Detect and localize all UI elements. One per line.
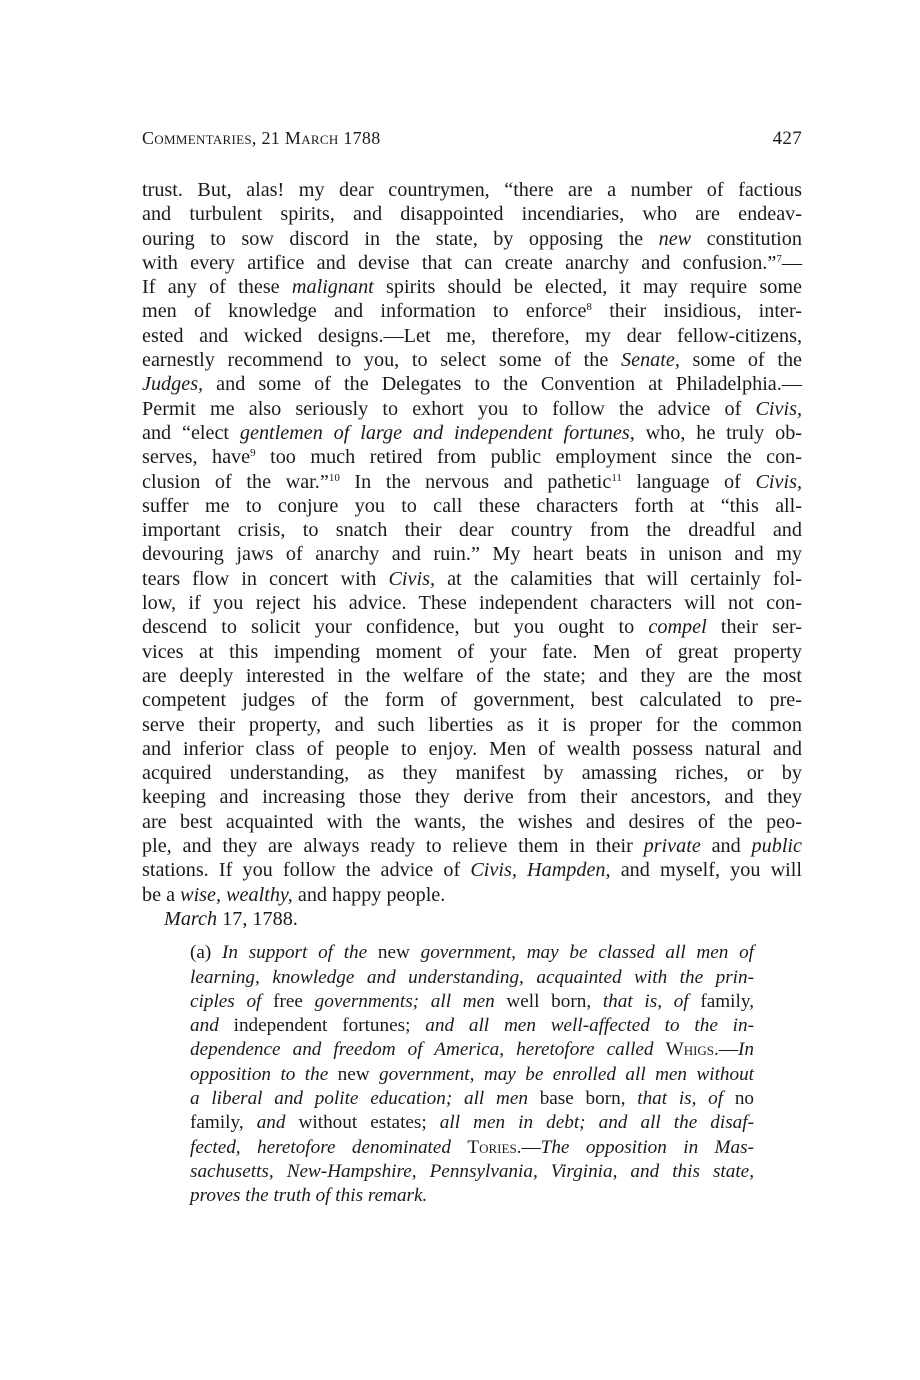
text-segment: — [718,1039,739,1061]
text-segment: their insidious, inter- [591,300,802,323]
italic-text: gentlemen of large and independent fortunes, [239,421,635,444]
italic-text: The opposition in Mas- [540,1136,754,1158]
text-segment: their ser- [706,616,802,639]
body-line [142,275,802,299]
italic-text: private [643,835,701,858]
italic-text: and [256,1112,286,1134]
body-line [142,810,802,834]
italic-text: compel [648,616,707,639]
body-line [142,615,802,639]
note-line [190,1087,754,1111]
text-segment: descend to solicit your confidence, but you ought to [142,616,649,639]
text-segment: at the calamities that will certainly fol- [435,567,802,590]
dateline-block [142,907,802,931]
note-line [190,1038,754,1062]
text-segment: and some of the Delegates to the Convention at Philadelphia.— [203,373,802,396]
italic-text: that is, of [602,990,689,1012]
text-segment: (a) [190,942,223,964]
text-segment: independent fortunes; [218,1015,426,1037]
italic-text: that is, of [637,1087,724,1109]
text-segment: and inferior class of people to enjoy. Men of wealth possess natural and [142,737,802,760]
body-line [142,251,802,275]
italic-text: In support of the [222,942,368,964]
body-line [142,640,802,664]
body-line [142,591,802,615]
body-line [142,348,802,372]
italic-text: malignant [291,276,374,299]
body-line [142,761,802,785]
italic-text: March [164,907,218,930]
text-segment: trust. But, alas! my dear countrymen, “there are a number of factious [142,179,802,201]
text-segment: new [328,1063,380,1085]
page-number: 427 [772,128,802,149]
text-segment: be a [142,883,181,906]
text-segment: In the nervous and pathetic [339,470,612,493]
text-segment: and [700,835,752,858]
text-segment: with every artifice and devise that can create anarchy and confusion.” [142,251,777,274]
text-segment: stations. If you follow the advice of [142,859,471,882]
italic-text: sachusetts, New-Hampshire, Pennsylvania, Virginia, and this state, [190,1160,754,1182]
italic-text: and all men well-affected to the in- [425,1015,754,1037]
text-segment: constitution [691,227,802,250]
body-line [142,785,802,809]
text-segment: free [261,990,315,1012]
body-line [142,858,802,882]
body-line [142,299,802,323]
text-segment [451,1137,467,1158]
body-line [142,324,802,348]
italic-text: government, may be classed all men of [420,942,754,964]
text-segment: language of [621,470,756,493]
italic-text: Judges, [142,373,204,396]
note-line [190,1136,754,1160]
text-segment: — [521,1136,541,1158]
body-line [142,372,802,396]
text-segment: spirits should be elected, it may require some [373,276,802,299]
note-line [190,1063,754,1087]
note-line [190,1184,754,1208]
italic-text: all men in debt; and all the disaf- [439,1112,754,1134]
text-segment: devouring jaws of anarchy and ruin.” My heart beats in unison and my [142,543,802,566]
text-segment: important crisis, to snatch their dear country from the dreadful and [142,519,802,542]
body-line [142,664,802,688]
text-segment: family, [190,1112,257,1134]
text-segment: who, he truly ob- [634,421,803,444]
text-segment: tears flow in concert with [142,567,389,590]
text-segment: and myself, you will [610,859,802,882]
text-segment: 17, 1788. [217,907,298,930]
text-segment: ouring to sow discord in the state, by opposing the [142,227,659,250]
body-line [142,883,802,907]
body-line [142,421,802,445]
body-line [142,178,802,202]
text-segment: serves, have [142,446,251,469]
text-segment [654,1039,666,1060]
italic-text: In [738,1039,754,1061]
footnote-a [142,941,802,1208]
text-segment: and happy people. [292,883,446,906]
text-segment: Whigs. [665,1039,719,1061]
text-segment: and turbulent spirits, and disappointed incendiaries, who are endeav- [142,203,802,226]
body-line [142,737,802,761]
body-line [142,397,802,421]
body-line [142,542,802,566]
italic-text: new [658,227,692,250]
italic-text: public [751,835,802,858]
text-segment: some of the [679,349,802,372]
text-segment: new [367,942,421,964]
text-segment: ested and wicked designs.—Let me, therefore, my dear fellow-citizens, [142,324,802,347]
text-segment: clusion of the war.” [142,470,329,493]
footnote-ref: 7 [776,252,782,265]
text-segment: men of knowledge and information to enforce [142,300,587,323]
italic-text: a liberal and polite education; all men [190,1087,528,1109]
note-line [190,990,754,1014]
text-segment: Permit me also seriously to exhort you to follow the advice of [142,397,756,420]
running-head-title: Commentaries, 21 March 1788 [142,128,381,148]
text-segment: vices at this impending moment of your fate. Men of great property [142,640,802,663]
italic-text: Senate, [621,349,680,372]
note-line [190,941,754,965]
text-segment: — [781,251,802,274]
body-line [142,445,802,469]
body-line [142,470,802,494]
body-line [142,834,802,858]
text-segment: serve their property, and such liberties as it is proper for the common [142,713,802,736]
italic-text: fected, heretofore denominated [190,1136,451,1158]
text-segment: too much retired from public employment since the con- [255,446,802,469]
footnote-ref: 8 [586,301,592,314]
running-head [142,128,802,158]
document-page [142,128,802,1208]
text-segment: are deeply interested in the welfare of the state; and they are the most [142,664,802,687]
text-segment: are best acquainted with the wants, the wishes and desires of the peo- [142,810,802,833]
text-segment: low, if you reject his advice. These independent characters will not con- [142,592,802,615]
italic-text: Civis, [755,470,803,493]
text-segment: base born, [527,1087,638,1109]
italic-text: opposition to the [190,1063,329,1085]
note-line [190,1014,754,1038]
text-segment: earnestly recommend to you, to select some of the [142,349,622,372]
italic-text: learning, knowledge and understanding, acquainted with the prin- [190,966,754,988]
note-line [190,1111,754,1135]
text-segment: suffer me to conjure you to call these characters forth at “this all- [142,494,802,517]
text-segment: family, [688,990,754,1012]
italic-text: proves the truth of this remark. [190,1185,428,1207]
text-segment: ple, and they are always ready to relieve them in their [142,835,644,858]
text-segment: and “elect [142,421,240,444]
italic-text: Civis, Hampden, [470,859,611,882]
text-segment: competent judges of the form of government, best calculated to pre- [142,689,802,712]
body-line [142,567,802,591]
body-line [142,494,802,518]
body-line [142,688,802,712]
note-line [190,1160,754,1184]
text-segment: Tories. [467,1136,522,1158]
italic-text: and [190,1015,219,1037]
italic-text: government, may be enrolled all men without [379,1063,755,1085]
text-segment: without estates; [285,1112,440,1134]
italic-text: Civis, [755,397,802,420]
italic-text: wise, wealthy, [180,883,293,906]
body-line [142,518,802,542]
footnote-ref: 11 [611,471,622,484]
dateline [142,907,802,931]
text-segment: well born, [494,990,603,1012]
text-segment: acquired understanding, as they manifest by amassing riches, or by [142,762,802,785]
body-line [142,713,802,737]
footnote-ref: 10 [328,471,340,484]
body-text [142,178,802,907]
footnote-ref: 9 [250,447,256,460]
text-segment: no [723,1087,755,1109]
note-line [190,966,754,990]
body-line [142,202,802,226]
italic-text: governments; all men [314,990,495,1012]
italic-text: dependence and freedom of America, heretofore called [190,1039,654,1061]
text-segment: keeping and increasing those they derive from their ancestors, and they [142,786,802,809]
text-segment: If any of these [142,276,292,299]
italic-text: ciples of [190,990,262,1012]
body-line [142,227,802,251]
italic-text: Civis, [388,567,435,590]
